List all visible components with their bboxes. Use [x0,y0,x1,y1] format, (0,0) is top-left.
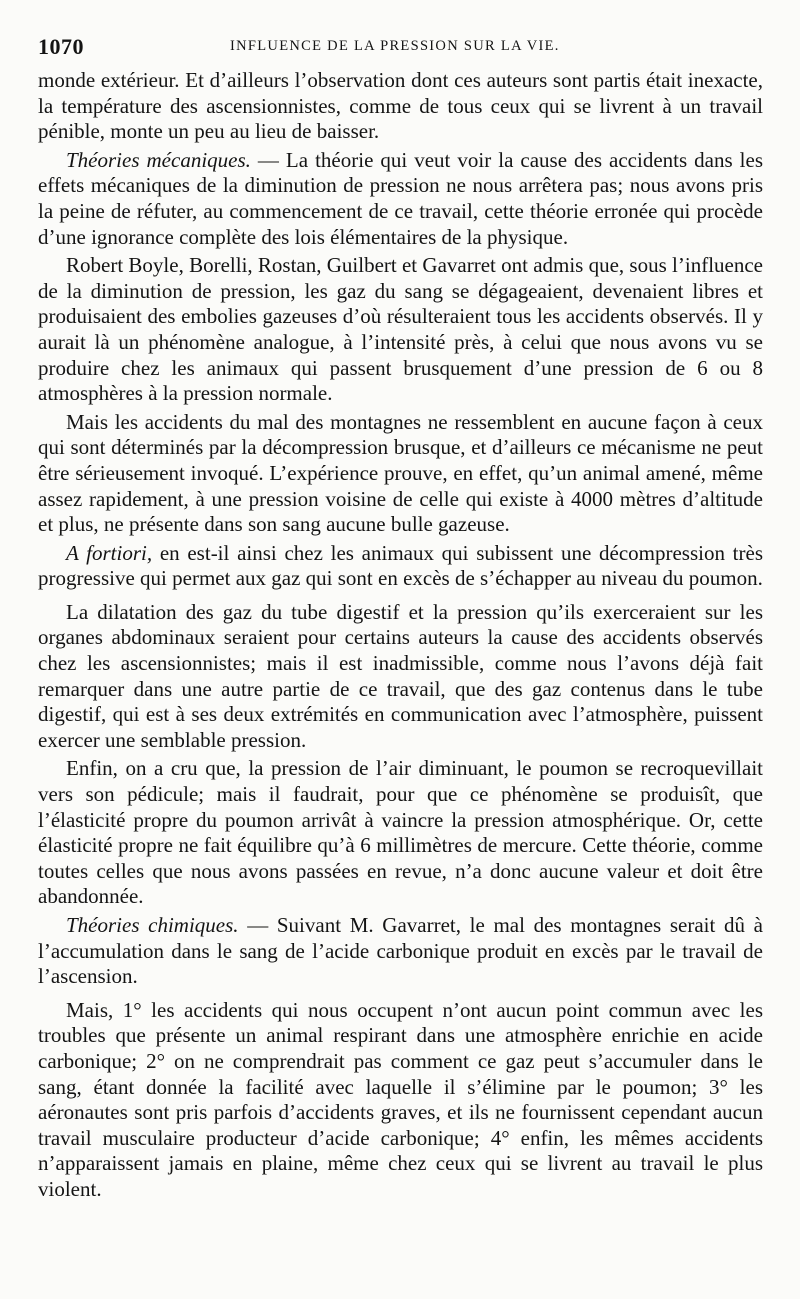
paragraph-5 [38,541,763,592]
paragraph-6 [38,600,763,754]
paragraph-7-text: Enfin, on a cru que, la pression de l’air diminuant, le poumon se recroquevillait vers son pédicule; mais il faudrait, pour que ce phénomène se produisît, que l’élasticité propre du poumon arrivât à vaincre la pression atmosphérique. Or, cette élasticité propre ne fait équilibre qu’à 6 millimètres de mercure. Cette théorie, comme toutes celles que nous avons passées en revue, n’a donc aucune valeur et doit être abandonnée. [38,756,763,909]
section-heading-chemical-theories: Théories chimiques. [66,913,239,937]
page-number: 1070 [38,34,84,59]
page-header [38,32,762,60]
paragraph-9-text: Mais, 1° les accidents qui nous occupent n’ont aucun point commun avec les troubles que présente un animal respirant dans une atmosphère enrichie en acide carbonique; 2° on ne comprendrait pas comment ce gaz peut s’accumuler dans le sang, étant donnée la facilité avec laquelle il s’élimine par le poumon; 3° les aéronautes sont pris parfois d’accidents graves, et ils ne fournissent cependant aucun travail musculaire producteur d’acide carbonique; 4° enfin, les mêmes accidents n’apparaissent jamais en plaine, même chez ceux qui se livrent au travail le plus violent. [38,997,763,1201]
paragraph-4-text: Mais les accidents du mal des montagnes ne ressemblent en aucune façon à ceux qui sont déterminés par la décompression brusque, et d’ailleurs ce mécanisme ne peut être sérieusement invoqué. L’expérience prouve, en effet, qu’un animal amené, même assez rapidement, à une pression voisine de celle qui existe à 4000 mètres d’altitude et plus, ne présente dans son sang aucune bulle gazeuse. [38,409,763,537]
paragraph-2-text: — La théorie qui veut voir la cause des accidents dans les effets mécaniques de la diminution de pression ne nous arrêtera pas; nous avons pris la peine de réfuter, au commencement de ce travail, cette théorie erronée qui procède d’une ignorance complète des lois élémentaires de la physique. [38,147,764,249]
paragraph-3-text: Robert Boyle, Borelli, Rostan, Guilbert et Gavarret ont admis que, sous l’influence de la diminution de pression, les gaz du sang se dégageaient, devenaient libres et produisaient des embolies gazeuses d’où résulteraient tous les accidents observés. Il y aurait là un phénomène analogue, à l’intensité près, à celui que nous avons vu se produire chez les animaux qui passent brusquement d’une pression de 6 ou 8 atmosphères à la pression normale. [38,253,763,406]
paragraph-4 [38,410,763,538]
paragraph-6-text: La dilatation des gaz du tube digestif et la pression qu’ils exerceraient sur les organes abdominaux seraient pour certains auteurs la cause des accidents observés chez les ascensionnistes; mais il est inadmissible, comme nous l’avons déjà fait remarquer dans une autre partie de ce travail, que des gaz contenus dans le tube digestif, qui est à ses deux extrémités en communication avec l’atmosphère, puissent exercer une semblable pression. [38,599,763,752]
paragraph-1-text: monde extérieur. Et d’ailleurs l’observation dont ces auteurs sont partis était inexacte, la température des ascensionnistes, comme de tous ceux qui se livrent à un travail pénible, monte un peu au lieu de baisser. [38,68,763,144]
paragraph-2 [38,148,763,250]
paragraph-5-text: en est-il ainsi chez les animaux qui subissent une décompression très progressive qui permet aux gaz qui sont en excès de s’échapper au niveau du poumon. [38,540,763,591]
paragraph-1 [38,68,763,145]
paragraph-3 [38,253,763,407]
paragraph-9 [38,998,763,1203]
a-fortiori-lead: A fortiori, [66,540,153,565]
section-heading-mechanical-theories: Théories mécaniques. [66,147,251,172]
paragraph-8-text: — Suivant M. Gavarret, le mal des montagnes serait dû à l’accumulation dans le sang de l’acide carbonique produit en excès par le travail de l’ascension. [38,913,763,989]
running-title: INFLUENCE DE LA PRESSION SUR LA VIE. [230,38,560,54]
paragraph-7 [38,756,763,910]
paragraph-8 [38,913,763,990]
body-text [38,68,763,1206]
